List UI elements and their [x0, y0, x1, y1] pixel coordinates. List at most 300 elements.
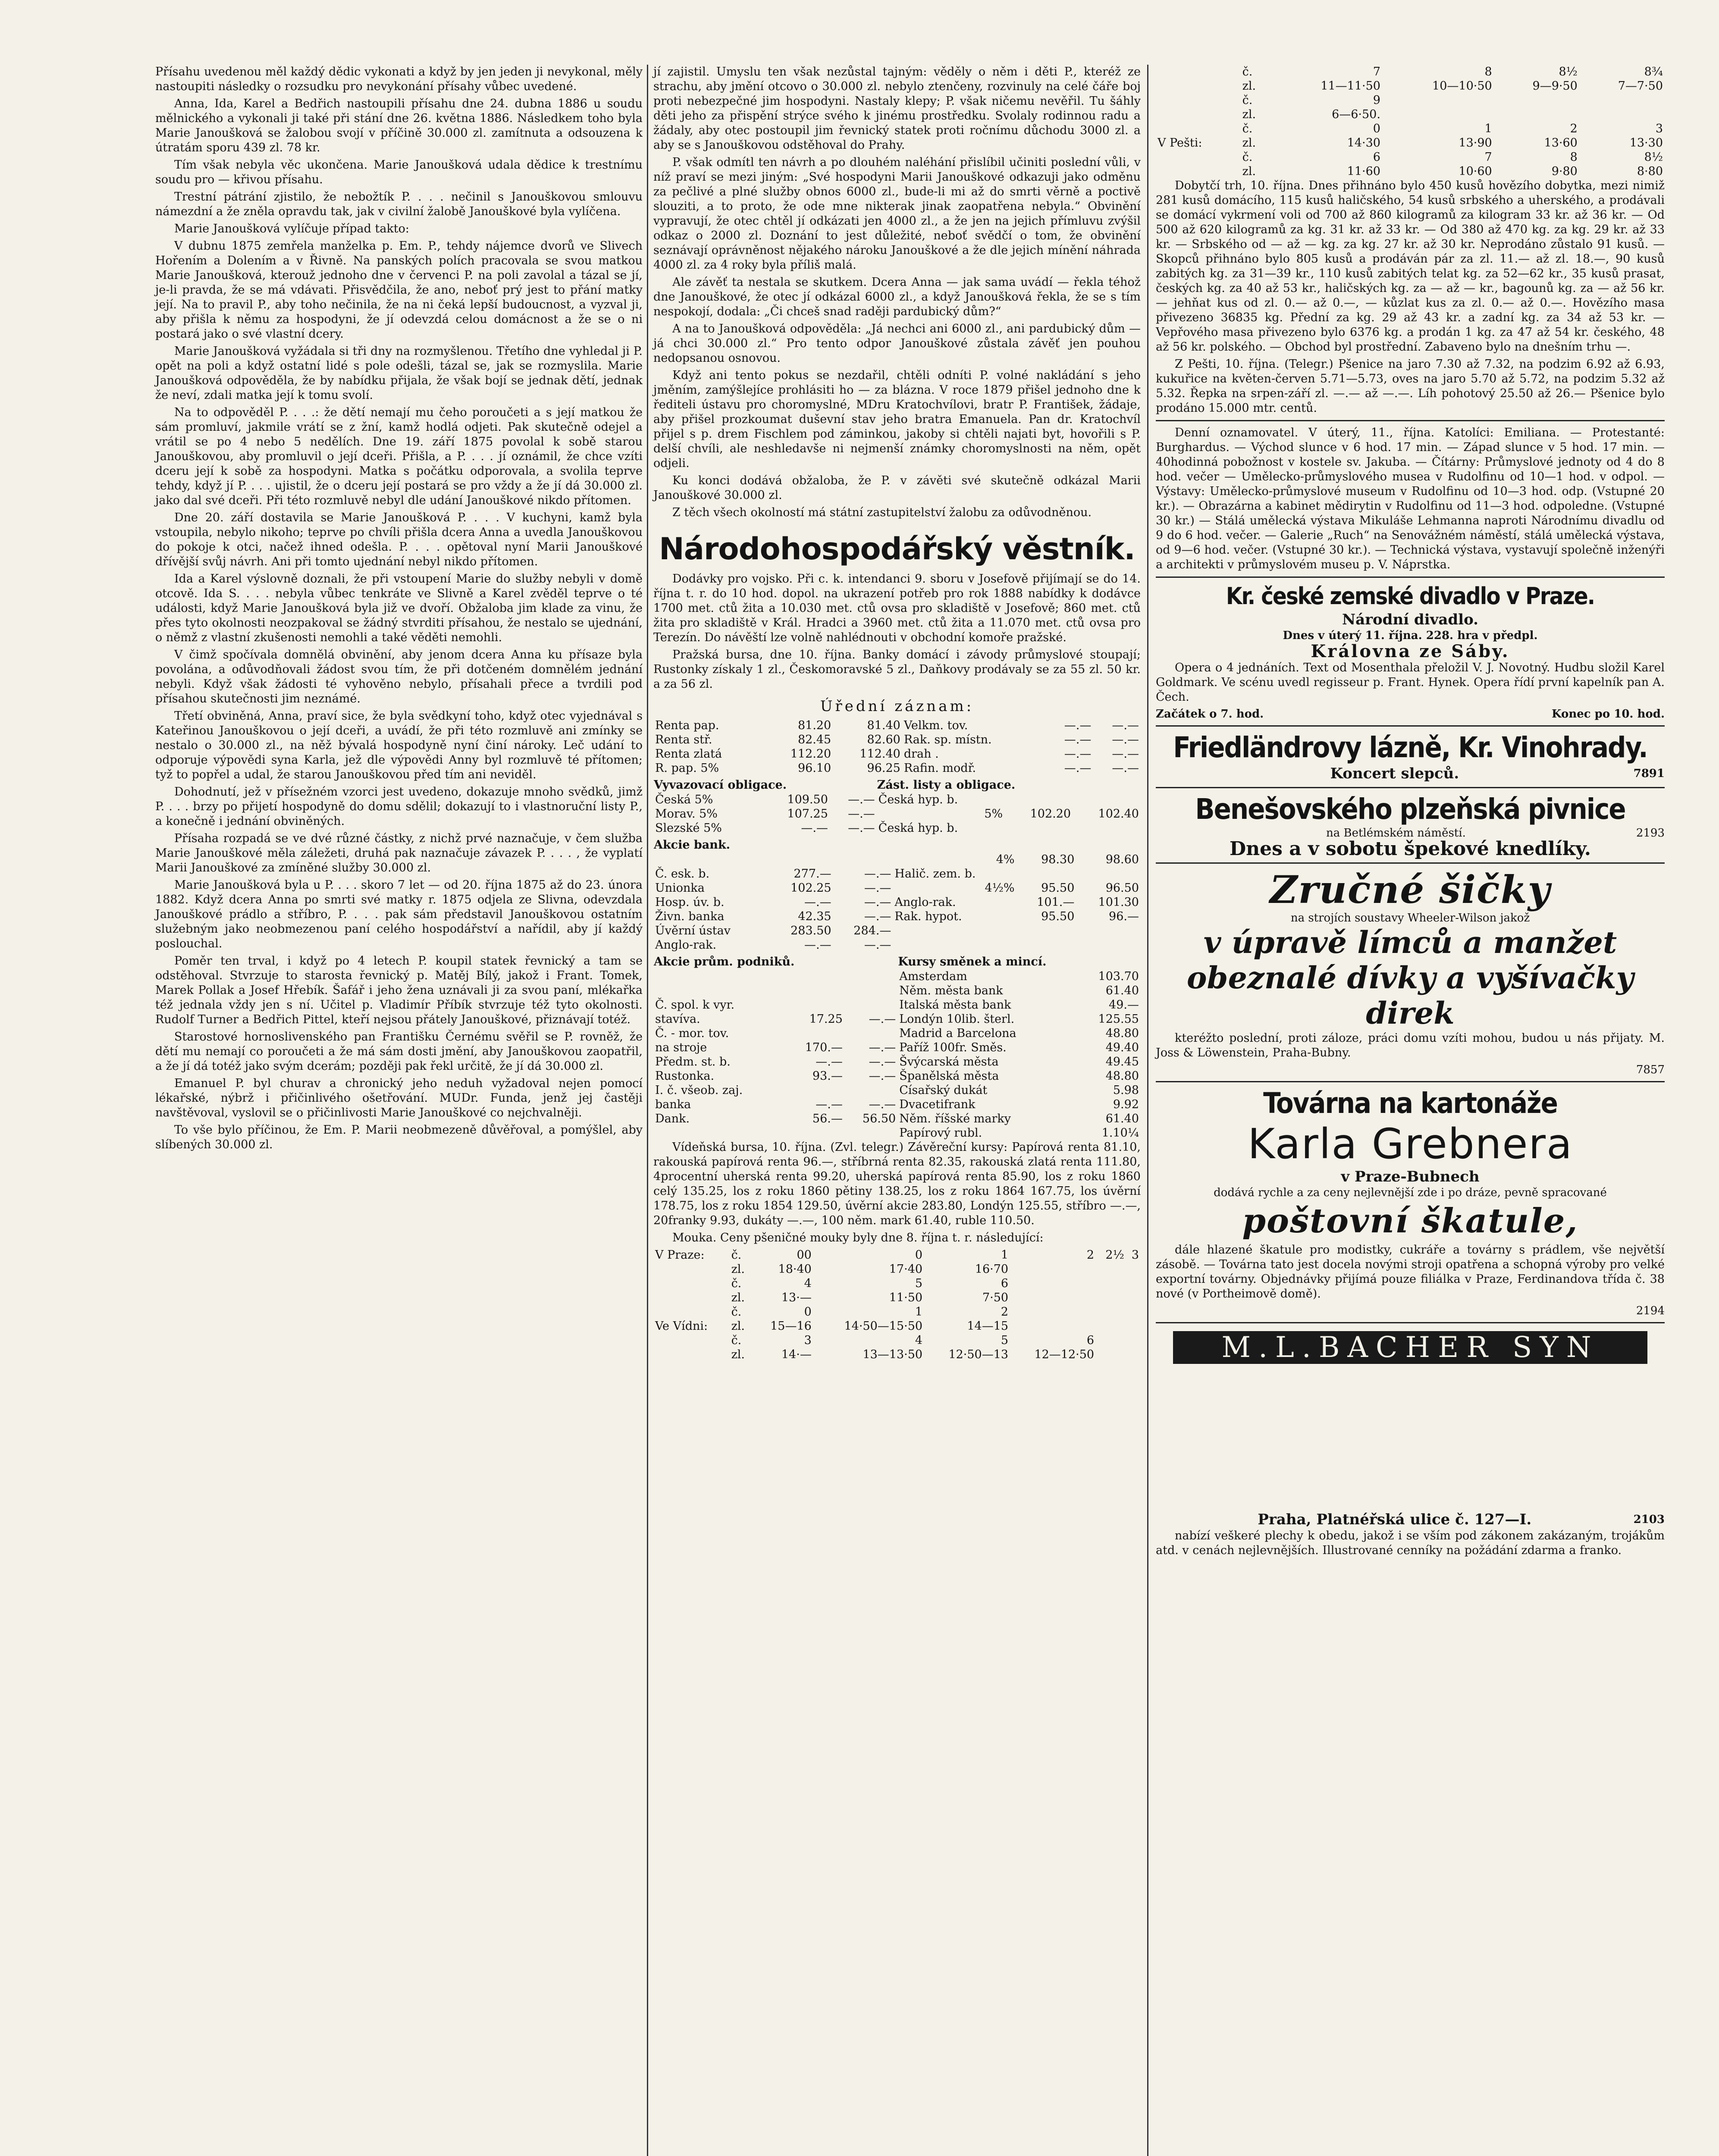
table-row — [653, 867, 1141, 881]
table-cell: Italská města bank — [899, 998, 1011, 1012]
table-cell: V Praze: — [655, 1248, 705, 1262]
table-row — [653, 969, 1141, 984]
table-cell — [1010, 1305, 1096, 1319]
table-cell: 109.50 — [787, 793, 828, 806]
table-cell: 14·— — [781, 1348, 812, 1361]
table-cell: —.— — [804, 896, 831, 909]
paragraph: Pražská bursa, dne 10. října. Banky domácí i závody průmyslové stoupají; Rustonky získaly 1 zl., Českomoravské 5 zl., Daňkovy prodávaly se za 55 zl. 50 kr. a za 56 zl. — [653, 648, 1141, 691]
table-cell: 103.70 — [1098, 970, 1139, 983]
table-row — [1156, 164, 1665, 179]
table-cell — [1072, 1026, 1077, 1040]
ad-title-name: Karla Grebnera — [1248, 1120, 1573, 1168]
table-cell: 0 — [1373, 122, 1380, 135]
table-cell: Halič. zem. b. — [894, 867, 976, 881]
ad-number: 7891 — [1633, 767, 1665, 780]
theatre-times — [1156, 707, 1665, 721]
table-cell: 14·30 — [1347, 136, 1380, 150]
table-row — [653, 1040, 1141, 1055]
table-cell — [833, 852, 893, 867]
table-cell: Švýcarská města — [899, 1055, 999, 1069]
table-cell: 4½% — [985, 881, 1015, 895]
paragraph: Marie Janoušková vylíčuje případ takto: — [174, 222, 410, 235]
table-cell: —.— — [816, 1055, 843, 1069]
paragraph: Anna, Ida, Karel a Bedřich nastoupili přísahu dne 24. dubna 1886 u soudu mělnického a vykonali ji také při stání dne 26. května 1886. Následkem toho byla Marie Janoušková se žalobou svojí v příčině 30.000 zl. zamítnuta a odsouzena k útratám sporu 439 zl. 78 kr. — [155, 97, 643, 154]
ad-text: nabízí veškeré plechy k obedu, jakož i se vším pod zákonem zakázaným, trojákům atd. v cenách nejlevnějších. Illustrované cenníky na požádání zdarma a franko. — [1156, 1529, 1665, 1557]
rates-table — [653, 718, 1141, 775]
ad-title: Továrna na kartonáže — [1263, 1087, 1557, 1120]
table-cell — [1156, 164, 1241, 179]
table-cell: na stroje — [655, 1041, 707, 1054]
section-title: Národohospodářský věstník. — [659, 531, 1135, 567]
table-cell: 10—10·50 — [1432, 79, 1492, 93]
ad-line: na strojích soustavy Wheeler-Wilson jakož — [1290, 912, 1530, 924]
table-cell: zl. — [731, 1291, 745, 1304]
table-row — [653, 1026, 1141, 1040]
ad-banner: M.L.BACHER SYN — [1173, 1331, 1647, 1364]
table-cell: Amsterdam — [899, 970, 967, 983]
table-cell — [1156, 107, 1241, 122]
paragraph: Když ani tento pokus se nezdařil, chtěli odníti P. volné nakládání s jeho jměním, zamýšlejíce prohlásiti ho — za blázna. V roce 1879 přišel jednoho dne k řediteli ústavu pro choromyslné, MDru Kratochvílovi, bratr P. František, žádaje, aby přišel prozkoumat duševní stav jeho bratra Emanuela. Pan dr. Kratochvíl přijel s p. drem Fischlem pod záminkou, jakoby si chtěli najati byt, hovořili s P. delší chvíli, ale neshledavše ni nejmenší známky choromyslnosti na něm, opět odjeli. — [653, 369, 1141, 470]
ad-sub-text: na Betlémském náměstí. — [1326, 827, 1466, 840]
table-cell: 17·40 — [889, 1263, 923, 1276]
table-cell: stavíva. — [655, 1012, 700, 1026]
table-cell: I. č. všeob. zaj. — [655, 1084, 743, 1097]
table-row — [653, 807, 1141, 821]
table-row — [653, 998, 1141, 1012]
table-cell: Morav. 5% — [655, 807, 718, 821]
paragraph: Z těch všech okolností má státní zastupitelství žalobu za odůvodněnou. — [672, 506, 1092, 519]
table-row — [653, 909, 1141, 924]
table-row — [653, 1333, 1141, 1348]
table-cell: Rustonka. — [655, 1069, 715, 1083]
table-cell — [844, 1083, 897, 1097]
table-cell: 7—7·50 — [1618, 79, 1663, 93]
table-cell: 2 — [1570, 122, 1578, 135]
table-cell: 96.25 — [867, 761, 900, 775]
table-cell — [785, 1026, 844, 1040]
divider — [1156, 420, 1665, 421]
ad-address — [1156, 1510, 1665, 1529]
divider — [1156, 1322, 1665, 1323]
table-cell: 98.60 — [1105, 853, 1139, 866]
table-cell — [1579, 93, 1665, 107]
table-cell — [1096, 1291, 1126, 1305]
table-cell — [1072, 998, 1077, 1012]
paragraph: A na to Janoušková odpověděla: „Já nechci ani 6000 zl., ani pardubický dům — já chci 30.000 zl.“ Pro tento odpor Janouškové zůstala závěť jen pouhou nedopsanou osnovou. — [653, 322, 1141, 365]
table-cell — [1072, 1069, 1077, 1083]
table-cell: Renta zlatá — [655, 747, 722, 761]
ad-bacher — [1156, 1331, 1665, 1558]
table-cell: 4% — [996, 853, 1015, 866]
table-cell: 102.20 — [1030, 807, 1071, 821]
paragraph: jí zajistil. Umyslu ten však nezůstal tajným: věděly o něm i děti P., kteréž ze strachu, aby jmění otcovo o 30.000 zl. nebylo ztenčeny, rozvinuly na celé čáře boj proti nebezpečné jim hospodyni. Nastaly klepy; P. však ničemu nevěřil. Tu šáhly děti jeho za přispění strýce svého k jinému prostředku. Svolaly rodinnou radu a žádaly, aby otec postoupil jim řevnický statek proti ročnímu důchodu 3000 zl. a aby se s Janouškovou odstěhoval do Prahy. — [653, 65, 1141, 152]
table-cell: 00 — [797, 1248, 812, 1262]
table-cell: Madrid a Barcelona — [899, 1027, 1016, 1040]
table-cell: 13·— — [781, 1291, 812, 1304]
table-cell: —.— — [848, 807, 875, 821]
table-cell: Rak. hypot. — [894, 910, 962, 923]
table-cell — [653, 852, 769, 867]
table-cell — [1126, 1276, 1141, 1291]
table-cell: 16·70 — [975, 1263, 1009, 1276]
table-cell — [844, 969, 897, 984]
table-cell — [1076, 938, 1141, 952]
table-cell — [1010, 1276, 1096, 1291]
ad-benesovsky — [1156, 793, 1665, 858]
table-cell: 10·60 — [1459, 165, 1492, 178]
table-cell: 56.50 — [862, 1112, 896, 1125]
ad-title: Zručné šičky — [1270, 867, 1551, 912]
table-cell: Živn. banka — [655, 910, 725, 923]
table-row — [1156, 136, 1665, 150]
table-cell: —.— — [848, 821, 875, 835]
table-cell: 15—16 — [770, 1319, 812, 1333]
table-cell: Č. - mor. tov. — [655, 1027, 729, 1040]
table-cell — [893, 938, 1016, 952]
table-row — [653, 747, 1141, 761]
table-cell: 2½ — [1105, 1248, 1124, 1262]
flour-table-continued — [1156, 65, 1665, 179]
divider — [1156, 787, 1665, 788]
paragraph: Dodávky pro vojsko. Při c. k. intendanci 9. sboru v Josefově přijímají se do 14. října t. r. do 10 hod. dopol. na ukrazení potřeb pro rok 1888 nabídky k dodávce 1700 met. ctů žita a 10.030 met. ctů ovsa pro skladiště v Josefově; 860 met. ctů žita pro skladiště v Král. Hradci a 3960 met. ctů žita a 11.070 met. ctů ovsa pro Terezín. Do návěští lze volně nahlédnouti v obchodní komoře pražské. — [653, 572, 1141, 644]
table-cell: 101.30 — [1098, 896, 1139, 909]
column-divider-1 — [647, 65, 648, 2156]
table-cell — [844, 1126, 897, 1140]
table-cell: Dank. — [655, 1112, 690, 1125]
table-cell: —.— — [1064, 761, 1092, 775]
ad-address-text: Praha, Platnéřská ulice č. 127—I. — [1258, 1511, 1532, 1528]
table-cell: 107.25 — [787, 807, 828, 821]
theatre-subtitle: Národní divadlo. — [1342, 611, 1479, 628]
table-cell — [785, 984, 844, 998]
table-cell — [1072, 1126, 1077, 1140]
table-cell — [1010, 1262, 1096, 1276]
bonds-table — [653, 775, 1141, 835]
table-row — [653, 1126, 1141, 1140]
table-cell: Č. esk. b. — [655, 867, 710, 881]
table-cell: 3 — [1655, 122, 1663, 135]
table-row — [653, 1291, 1141, 1305]
table-cell: 101.— — [1037, 896, 1075, 909]
paragraph: P. však odmítl ten návrh a po dlouhém naléhání přislíbil učiniti poslední vůli, v níž praví se mezi jiným: „Své hospodyni Marii Janouškové odkazuji jako odměnu za pečlivé a plné služby obnos 6000 zl., bude-li mi až do smrti věrně a poctivě slouziti, a to proto, že ode mne nikterak jinak zaopatřena nebyla.“ Obvinění vypravují, že otec chtěl jí odkázati jen 4000 zl., a že jen na jejich přímluvu zvýšil odkaz o 2000 zl. Doznání to jest důležité, neboť svědčí o tom, že obvinění seznávají oprávněnost nějakého nároku Janouškové a že dle jejich mínění náhrada 4000 zl. za 4 roky byla příliš malá. — [653, 156, 1141, 272]
paragraph: To vše bylo příčinou, že Em. P. Marii neobmezeně důvěřoval, a pomýšlel, aby slíbených 30.000 zl. — [155, 1123, 643, 1151]
table-cell: 11·50 — [889, 1291, 923, 1304]
table-cell — [1126, 1262, 1141, 1276]
ad-text: dále hlazené škatule pro modistky, cukráře a továrny s prádlem, vše největší zásobě. — Továrna tato jest docela novými stroji opatřena a schopná výroby pro velké exportní továrny. Objednávky přijímá pouze filiálka v Praze, Ferdinandova třída č. 38 nové (v Portheimově domě). — [1156, 1243, 1665, 1300]
table-row — [653, 1276, 1141, 1291]
ad-title: Friedländrovy lázně, Kr. Vinohrady. — [1173, 731, 1647, 764]
paragraph: Dne 20. září dostavila se Marie Janoušková P. . . . V kuchyni, kamž byla vstoupila, nebylo nikoho; teprve po chvíli přišla dcera Anna a uvedla Janouškovou do pokoje k otci, načež ihned odešla. P. . . . opětoval nyní Marii Janouškové dřívější svůj návrh. Ani při tomto ujednání nebyl nikdo přítomen. — [155, 511, 643, 568]
table-cell: 18·40 — [778, 1263, 812, 1276]
table-cell: 7·50 — [982, 1291, 1009, 1304]
column-divider-2 — [1147, 65, 1148, 2156]
ad-line: dodává rychle a za ceny nejlevnější zde i po dráze, pevně spracované — [1214, 1186, 1607, 1199]
table-cell: —.— — [1112, 747, 1139, 761]
table-row — [653, 1262, 1141, 1276]
table-cell — [1156, 122, 1241, 136]
table-cell: 7 — [1373, 65, 1380, 78]
table-cell: Něm. říšské marky — [899, 1112, 1011, 1125]
ad-subtitle — [1156, 765, 1665, 783]
table-cell — [1073, 821, 1141, 835]
table-cell: —.— — [1112, 733, 1139, 746]
table-cell — [653, 969, 785, 984]
table-cell — [653, 1126, 785, 1140]
table-cell: 8·80 — [1637, 165, 1663, 178]
table-cell: —.— — [869, 1098, 896, 1111]
table-cell: drah . — [903, 747, 939, 761]
table-cell — [1072, 1083, 1077, 1097]
table-cell — [653, 1305, 730, 1319]
table-cell — [1072, 1055, 1077, 1069]
table-cell — [1072, 969, 1077, 984]
theatre-notice — [1156, 582, 1665, 721]
table-cell: č. — [1242, 94, 1253, 107]
paragraph: Trestní pátrání zjistilo, že nebožtík P. . . . nečinil s Janouškovou smlouvu námezdní a že zněla opravdu tak, jak v civilní žalobě Janouškové byla vylíčena. — [155, 190, 643, 218]
paragraph: Emanuel P. byl churav a chronický jeho neduh vyžadoval nejen pomocí lékařské, nýbrž i přičinlivého ošetřování. MUDr. Funda, jenž jej častěji navštěvoval, vyslovil se o přičinlivosti Marie Janouškové co nejchvalněji. — [155, 1077, 643, 1119]
table-row — [653, 852, 1141, 867]
table-row — [653, 938, 1141, 952]
table-cell — [1072, 1040, 1077, 1055]
table-row — [653, 1348, 1141, 1362]
table-cell: 13·60 — [1544, 136, 1578, 150]
table-cell — [785, 1083, 844, 1097]
paragraph: Marie Janoušková vyžádala si tři dny na rozmyšlenou. Třetího dne vyhledal ji P. opět na poli a když ostatní lidé s pole odešli, tázal se, jak se rozmyslila. Marie Janoušková odpověděla, že by nabídku přijala, že však bojí se jednak dětí, jednak že neví, zdali matka její k tomu svolí. — [155, 345, 643, 402]
table-cell — [1156, 79, 1241, 93]
table-cell: —.— — [869, 1069, 896, 1083]
table-row — [653, 881, 1141, 895]
table-cell: 14—15 — [967, 1319, 1009, 1333]
table-cell: 102.40 — [1098, 807, 1139, 821]
ad-title: Benešovského plzeňská pivnice — [1195, 793, 1625, 826]
table-row — [653, 924, 1141, 938]
table-cell: 13·90 — [1459, 136, 1492, 150]
table-cell: 112.40 — [860, 747, 900, 761]
table-row — [653, 718, 1141, 733]
table-cell: R. pap. 5% — [655, 761, 719, 775]
table-cell: Paříž 100fr. Směs. — [899, 1041, 1007, 1054]
table-cell: 9.92 — [1113, 1098, 1139, 1111]
table-cell: 9 — [1373, 94, 1380, 107]
table-cell — [785, 1126, 844, 1140]
table-cell: zl. — [731, 1263, 745, 1276]
table-cell — [653, 984, 785, 998]
table-cell — [1073, 793, 1141, 807]
table-cell: 4 — [804, 1277, 812, 1290]
table-cell: 9—9·50 — [1532, 79, 1578, 93]
table-cell: V Pešti: — [1158, 136, 1202, 150]
table-cell: zl. — [1242, 108, 1256, 121]
table-cell: zl. — [1242, 165, 1256, 178]
table-row — [653, 895, 1141, 909]
table-cell: 277.— — [794, 867, 831, 881]
table-cell: Renta stř. — [655, 733, 712, 746]
table-cell — [653, 1291, 730, 1305]
table-cell: 48.80 — [1105, 1069, 1139, 1083]
table-row — [653, 1248, 1141, 1262]
table-cell: č. — [731, 1277, 742, 1290]
table-cell: 1 — [1484, 122, 1492, 135]
table-row — [653, 1305, 1141, 1319]
table-cell — [1494, 107, 1579, 122]
table-cell: 0 — [804, 1305, 812, 1319]
table-cell — [1579, 107, 1665, 122]
ad-sub-text: Koncert slepců. — [1330, 765, 1459, 782]
table-cell: —.— — [804, 938, 831, 952]
table-cell: 2 — [1086, 1248, 1095, 1262]
table-cell — [1076, 867, 1141, 881]
table-cell: 9·80 — [1551, 165, 1578, 178]
table-cell: 61.40 — [1105, 1112, 1139, 1125]
paragraph: Na to odpověděl P. . . .: že dětí nemají mu čeho poroučeti a s její matkou že sám promluví, jakmile vrátí se z žní, kamž hodlá odjeti. Pak skutečně odejel a vrátil se po 4 nebo 5 nedělích. Dne 19. září 1875 povolal k sobě starou Janouškovou, aby promluvil o její dceři. Přišla, a P. . . . jí oznámil, že chce vzíti dceru její k sobě za hospodyni. Matka s počátku odporovala, a svolila teprve tehdy, když jí P. . . . ujistil, že o dceru její postará se pro vždy a že jí dá 30.000 zl. jako dal své dceři. Při této rozmluvě nebyl dle udání Janouškové nikdo přítomen. — [155, 406, 643, 507]
ad-number: 2193 — [1636, 827, 1665, 840]
paragraph: Ida a Karel výslovně doznali, že při vstoupení Marie do služby nebyli v domě otcově. Ida S. . . . nebyla vůbec tenkráte ve Slivně a Karel zvěděl teprve o té události, když Marie Janoušková byla již ve dvoří. Obžaloba jim klade za vinu, že přes tyto okolnosti neozpakoval se žádný stvrditi přísahou, že nestalo se ujednání, o němž z vlastní zkušenosti nemohli a také věděti nemohli. — [155, 572, 643, 644]
ad-number: 7857 — [1636, 1063, 1665, 1076]
table-cell: 283.50 — [790, 924, 831, 937]
table-heading: Kursy směnek a mincí. — [898, 955, 1047, 968]
table-cell: 7 — [1484, 150, 1492, 164]
table-cell — [844, 984, 897, 998]
table-row — [653, 1112, 1141, 1126]
table-cell: —.— — [864, 938, 891, 952]
table-cell: 96.— — [1109, 910, 1139, 923]
table-cell — [653, 1262, 730, 1276]
table-cell: zl. — [731, 1319, 745, 1333]
table-cell: —.— — [1064, 719, 1092, 732]
theatre-start: Začátek o 7. hod. — [1156, 708, 1264, 721]
table-cell: zl. — [1242, 136, 1256, 150]
table-cell — [1010, 1319, 1096, 1333]
table-cell — [785, 998, 844, 1012]
table-cell — [785, 969, 844, 984]
table-cell — [1126, 1305, 1141, 1319]
table-cell — [1096, 1333, 1126, 1348]
theatre-end: Konec po 10. hod. — [1551, 708, 1665, 721]
table-cell: Úvěrní ústav — [655, 924, 731, 937]
table-cell: 11—11·50 — [1321, 79, 1380, 93]
table-cell: 14·50—15·50 — [844, 1319, 923, 1333]
table-row — [653, 984, 1141, 998]
table-cell: Něm. města bank — [899, 984, 1003, 997]
paragraph: Starostové hornoslivenského pan Františku Černému svěřil se P. rovněž, že dětí mu nemají co poroučeti a že má sám dosti jmění, aby Janouškovou zaopatřil, a že jí dá totéž jako svým dcerám; později pak řekl určitě, že jí dá 30.000 zl. — [155, 1030, 643, 1073]
table-cell — [1004, 793, 1073, 807]
table-cell: 96.10 — [797, 761, 831, 775]
table-cell — [1004, 821, 1073, 835]
ad-illustration-area — [1156, 1368, 1665, 1510]
paragraph: Třetí obviněná, Anna, praví sice, že byla svědkyní toho, když otec vyjednával s Kateřinou Janouškovou o její dceři, a uvádí, že při této rozmluvě ani zmínky se nestalo o 30.000 zl., na něž bývalá hospodyně nyní činí nároky. Leč udání to odporuje výpovědi syna Karla, jež dle výpovědi Anny byl rozmluvě té přítomen; tyž to popřel a udal, že starou Janouškovou před tím ani neviděl. — [155, 709, 643, 781]
table-heading: Vyvazovací obligace. — [654, 778, 787, 792]
table-cell: —.— — [869, 1041, 896, 1054]
table-cell: 8¾ — [1644, 65, 1663, 78]
table-cell: 93.— — [812, 1069, 843, 1083]
table-row — [1156, 150, 1665, 164]
table-cell — [1096, 1305, 1126, 1319]
paragraph: Denní oznamovatel. V úterý, 11., října. Katolíci: Emiliana. — Protestanté: Burghardus. — Východ slunce v 6 hod. 17 min. — Západ slunce v 5 hod. 17 min. — 40hodinná pobožnost v kostele sv. Jakuba. — Čítárny: Průmyslové jednoty od 4 do 8 hod. večer — Umělecko-průmyslového musea v Rudolfinu od 10—1 hod. v odpol. — Výstavy: Umělecko-průmyslové museum v Rudolfinu od 10—3 hod. odp. (Vstupné 20 kr.). — Obrazárna a kabinet mědirytin v Rudolfinu od 11—3 hod. odpoledne. (Vstupné 30 kr.) — Stálá umělecká výstava Mikuláše Lehmanna naproti Národnímu divadlu od 9 do 6 hod. večer. — Galerie „Ruch“ na Senovážném náměstí, stálá umělecká výstava, od 9—6 hod. večer. (Vstupné 30 kr.). — Technická výstava, vystavují společně inženýři a architekti v průmyslovém museu p. V. Náprstka. — [1156, 426, 1665, 571]
table-cell: —.— — [801, 821, 828, 835]
table-cell — [1382, 107, 1494, 122]
table-heading: Akcie bank. — [654, 838, 731, 852]
table-cell: zl. — [731, 1348, 745, 1361]
table-cell: č. — [731, 1305, 742, 1319]
table-row — [653, 1055, 1141, 1069]
paragraph: Marie Janoušková byla u P. . . . skoro 7 let — od 20. října 1875 až do 23. února 1882. Když dcera Anna po smrti své matky r. 1875 odjela ze Slivna, odevzdala Janouškové prádlo a stříbro, P. . . . pak sám představil Janouškovou ostatním služebným jako neobmezenou paní celého hospodářství a nařídil, aby jí každý poslouchal. — [155, 878, 643, 950]
table-cell: 4 — [915, 1334, 923, 1347]
table-cell — [1016, 867, 1076, 881]
table-cell — [1072, 1012, 1077, 1026]
ad-location: v Praze-Bubnech — [1341, 1168, 1480, 1185]
table-cell: 48.80 — [1105, 1027, 1139, 1040]
table-cell — [893, 924, 1016, 938]
table-cell: 8½ — [1559, 65, 1578, 78]
table-cell: —.— — [1064, 733, 1092, 746]
table-cell — [769, 852, 833, 867]
table-cell: 98.30 — [1041, 853, 1075, 866]
table-cell: 8½ — [1644, 150, 1663, 164]
ad-line: Dnes a v sobotu špekové knedlíky. — [1229, 838, 1591, 860]
table-cell: Rafin. modř. — [903, 761, 976, 775]
table-cell: Španělská města — [899, 1069, 999, 1083]
table-row — [653, 1012, 1141, 1026]
table-cell: 12—12·50 — [1034, 1348, 1095, 1361]
table-cell: 95.50 — [1041, 910, 1075, 923]
table-cell: 96.50 — [1105, 881, 1139, 895]
table-cell — [1016, 924, 1076, 938]
table-cell: 3 — [1131, 1248, 1139, 1262]
table-cell: 17.25 — [809, 1012, 843, 1026]
table-cell: 61.40 — [1105, 984, 1139, 997]
table-cell: 5.98 — [1113, 1084, 1139, 1097]
paragraph: Tím však nebyla věc ukončena. Marie Janoušková udala dědice k trestnímu soudu pro — křivou přísahu. — [155, 158, 643, 186]
paragraph: Ku konci dodává obžaloba, že P. v závěti své skutečně odkázal Marii Janouškové 30.000 zl. — [653, 474, 1141, 502]
table-cell — [1156, 150, 1241, 164]
table-cell: 5% — [984, 807, 1003, 821]
table-cell: Předm. st. b. — [655, 1055, 731, 1069]
table-cell: Česká hyp. b. — [878, 821, 958, 835]
ad-text: kteréžto poslední, proti záloze, práci domu vzíti mohou, budou u nás přijaty. M. Joss & Löwenstein, Praha-Bubny. — [1156, 1031, 1665, 1059]
table-cell: Papírový rubl. — [899, 1126, 982, 1140]
table-heading: Akcie prům. podniků. — [654, 955, 795, 968]
table-cell: 6—6·50. — [1332, 108, 1380, 121]
table-cell: 6 — [1373, 150, 1380, 164]
table-cell: —.— — [864, 881, 891, 895]
paragraph: Dohodnutí, jež v přísežném vzorci jest uvedeno, dokazuje mnoho svědků, jimž P. . . . brzy po přijetí hospodyně do domu sdělil; dokazují to i vlastnoruční listy P., a konečně i jednání obviněných. — [155, 785, 643, 828]
table-cell: 49.45 — [1105, 1055, 1139, 1069]
table-cell — [653, 1348, 730, 1362]
table-row — [1156, 65, 1665, 79]
table-cell — [1096, 1262, 1126, 1276]
table-cell — [1126, 1348, 1141, 1362]
table-cell: 170.— — [805, 1041, 843, 1054]
exchange-table — [653, 952, 1141, 1140]
table-cell — [1126, 1319, 1141, 1333]
table-cell — [1072, 1097, 1077, 1112]
table-cell: 5 — [915, 1277, 923, 1290]
table-cell: —.— — [864, 910, 891, 923]
table-cell: 8 — [1570, 150, 1578, 164]
table-cell: —.— — [1112, 761, 1139, 775]
table-cell — [844, 998, 897, 1012]
table-heading: Zást. listy a obligace. — [877, 778, 1016, 792]
table-cell: Hosp. úv. b. — [655, 896, 725, 909]
table-cell — [1126, 1291, 1141, 1305]
table-cell: 56.— — [812, 1112, 843, 1125]
paragraph: Dobytčí trh, 10. října. Dnes přihnáno bylo 450 kusů hovězího dobytka, mezi nimiž 281 kusů domácího, 115 kusů haličského, 54 kusů srbského a uherského, a prodávali se domácí vykrmení voli od 700 až 860 kilogramů za kilogram 33 kr. až 36 kr. — Od 500 až 620 kilogramů za kg. 31 kr. až 33 kr. — Od 380 až 470 kg. za kg. 29 kr. až 33 kr. — Srbského od — až — kg. za kg. 27 kr. až 30 kr. Neprodáno zůstalo 91 kusů. — Skopců přihnáno bylo 805 kusů a prodáván pár za zl. 11.— až zl. 18.—, 90 kusů zabitých kg. za 31—39 kr., 110 kusů zabitých telat kg. za 52—62 kr., 35 kusů prasat, českých kg. za 40 až 53 kr., haličských kg. za — až — kr., bagounů kg. za — až 56 kr. — jehňat kus od zl. 0.— až 0.—, — kůzlat kus za zl. 0.— až 0.—. Hovězího masa přivezeno 36835 kg. Přední za kg. 29 až 43 kr. a zadní kg. za 34 až 53 kr. — Vepřového masa přivezeno bylo 6376 kg. a prodán 1 kg. za 47 až 54 kr. českého, 48 až 56 kr. polského. — Obchod byl prostřední. Zabaveno bylo na dnešním trhu —. — [1156, 179, 1665, 354]
column-2 — [653, 65, 1141, 1362]
ad-product: poštovní škatule, — [1242, 1201, 1578, 1241]
table-cell: Ve Vídni: — [655, 1319, 708, 1333]
table-cell — [1016, 938, 1076, 952]
divider — [1156, 1081, 1665, 1082]
